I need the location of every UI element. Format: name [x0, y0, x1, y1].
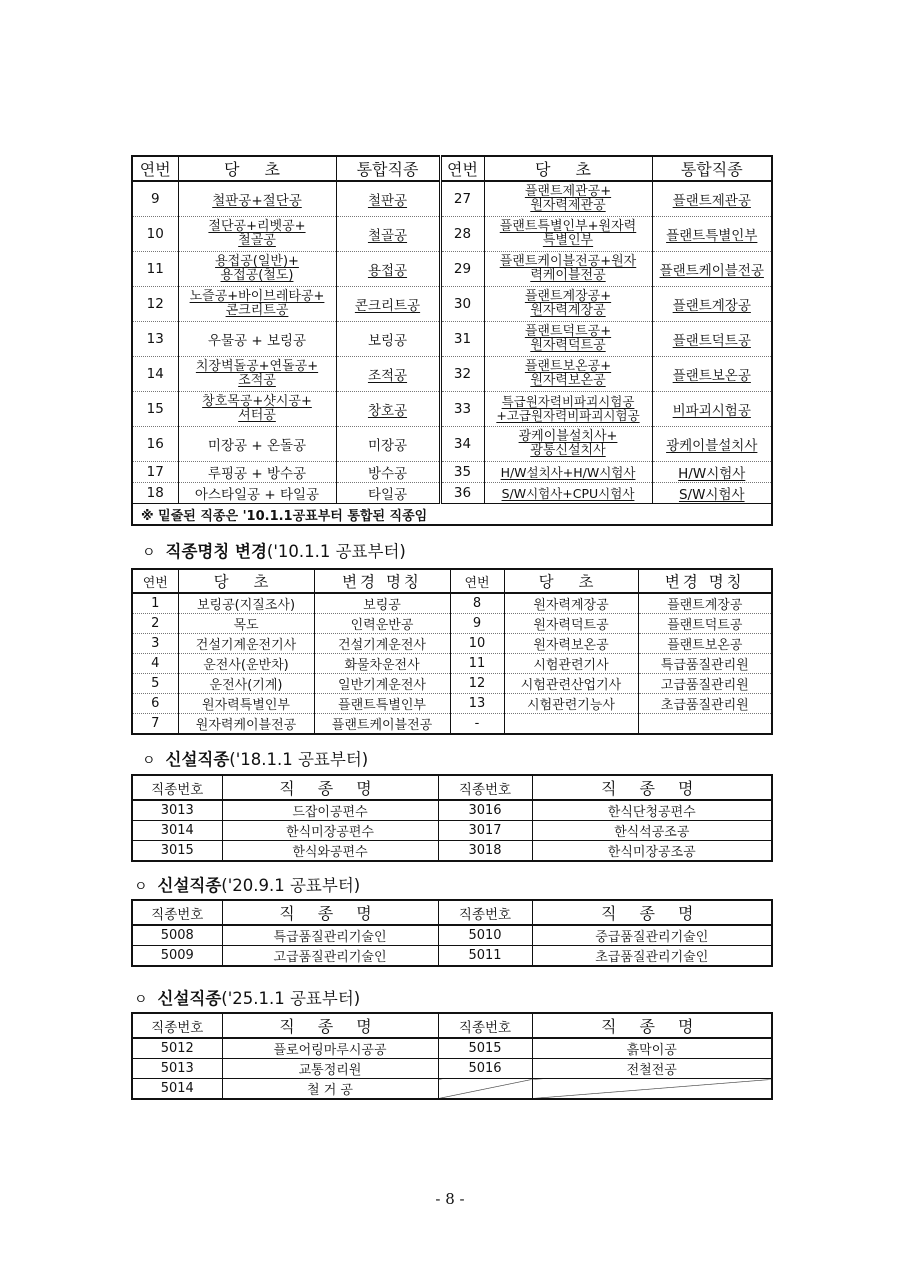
- table-row: [132, 714, 772, 735]
- row-number: 32: [440, 357, 484, 392]
- row-number: 28: [440, 217, 484, 252]
- changed-name: 플랜트덕트공: [638, 614, 772, 634]
- col-header-changed: 변경 명칭: [314, 569, 450, 593]
- row-number: 4: [132, 654, 178, 674]
- table-header-row: [132, 156, 772, 181]
- original-name: 운전사(기계): [178, 674, 314, 694]
- row-number: 10: [450, 634, 504, 654]
- col-header-integrated: 통합직종: [652, 156, 772, 181]
- job-code: 5015: [438, 1038, 532, 1059]
- col-header-original: 당 초: [484, 156, 652, 181]
- changed-name: 플랜트케이블전공: [314, 714, 450, 735]
- table-row: [132, 1079, 772, 1100]
- original-job: 플랜트덕트공+ 원자력덕트공: [484, 322, 652, 357]
- job-code: 5010: [438, 925, 532, 946]
- row-number: 33: [440, 392, 484, 427]
- new-jobs-table-2018: [131, 774, 773, 862]
- row-number: 3: [132, 634, 178, 654]
- col-header-job-name: 직 종 명: [532, 900, 772, 925]
- integrated-job: 방수공: [336, 462, 440, 483]
- section-date: ('10.1.1 공표부터): [266, 542, 406, 561]
- job-name: 플로어링마루시공공: [222, 1038, 438, 1059]
- col-header-code: 직종번호: [438, 775, 532, 800]
- original-name: 원자력케이블전공: [178, 714, 314, 735]
- integrated-job: 콘크리트공: [336, 287, 440, 322]
- circle-bullet-icon: ㅇ: [142, 545, 156, 561]
- table-row: [132, 634, 772, 654]
- job-code: 5016: [438, 1059, 532, 1079]
- section-title: 신설직종: [157, 989, 222, 1008]
- row-number: 13: [450, 694, 504, 714]
- row-number: 17: [132, 462, 178, 483]
- original-name: 목도: [178, 614, 314, 634]
- original-job: 플랜트제관공+ 원자력제관공: [484, 181, 652, 217]
- section-title: 직종명칭 변경: [165, 542, 267, 561]
- col-header-job-name: 직 종 명: [532, 1013, 772, 1038]
- job-name: 드잡이공편수: [222, 800, 438, 821]
- circle-bullet-icon: ㅇ: [134, 879, 148, 895]
- col-header-job-name: 직 종 명: [532, 775, 772, 800]
- original-job: 절단공+리벳공+ 철골공: [178, 217, 336, 252]
- row-number: 11: [132, 252, 178, 287]
- col-header-job-name: 직 종 명: [222, 1013, 438, 1038]
- row-number: 36: [440, 483, 484, 504]
- job-code: 5013: [132, 1059, 222, 1079]
- empty-diagonal-cell: [438, 1079, 532, 1100]
- new-jobs-table-2025: [131, 1012, 773, 1100]
- circle-bullet-icon: ㅇ: [142, 753, 156, 769]
- table-row: [132, 181, 772, 217]
- changed-name: 플랜트보온공: [638, 634, 772, 654]
- integrated-job: 비파괴시험공: [652, 392, 772, 427]
- row-number: 14: [132, 357, 178, 392]
- section-heading-new-jobs-2018: [142, 746, 368, 770]
- integrated-job: 플랜트제관공: [652, 181, 772, 217]
- col-header-code: 직종번호: [438, 900, 532, 925]
- changed-name: 플랜트계장공: [638, 593, 772, 614]
- changed-name: 플랜트특별인부: [314, 694, 450, 714]
- job-name: 한식단청공편수: [532, 800, 772, 821]
- col-header-no: 연번: [132, 156, 178, 181]
- row-number: 16: [132, 427, 178, 462]
- table-row: [132, 252, 772, 287]
- original-job: 노즐공+바이브레타공+ 콘크리트공: [178, 287, 336, 322]
- integrated-job: 철골공: [336, 217, 440, 252]
- table-row: [132, 841, 772, 862]
- job-name: 중급품질관리기술인: [532, 925, 772, 946]
- table-row: [132, 694, 772, 714]
- original-job: 특급원자력비파괴시험공 +고급원자력비파괴시험공: [484, 392, 652, 427]
- table-note: ※ 밑줄된 직종은 '10.1.1공표부터 통합된 직종임: [132, 504, 772, 526]
- job-name: 고급품질관리기술인: [222, 946, 438, 967]
- original-name: 원자력특별인부: [178, 694, 314, 714]
- original-job: 플랜트케이블전공+원자 력케이블전공: [484, 252, 652, 287]
- table-row: [132, 821, 772, 841]
- table-row: [132, 614, 772, 634]
- integrated-job: 철판공: [336, 181, 440, 217]
- original-job: 광케이블설치사+ 광통신설치사: [484, 427, 652, 462]
- original-job: 아스타일공 + 타일공: [178, 483, 336, 504]
- table-header-row: [132, 900, 772, 925]
- job-name: 한식석공조공: [532, 821, 772, 841]
- col-header-integrated: 통합직종: [336, 156, 440, 181]
- original-job: S/W시험사+CPU시험사: [484, 483, 652, 504]
- new-jobs-table-2020: [131, 899, 773, 967]
- row-number: -: [450, 714, 504, 735]
- row-number: 1: [132, 593, 178, 614]
- job-code: 3013: [132, 800, 222, 821]
- row-number: 10: [132, 217, 178, 252]
- integrated-job: 플랜트덕트공: [652, 322, 772, 357]
- original-name: 시험관련산업기사: [504, 674, 638, 694]
- row-number: 29: [440, 252, 484, 287]
- row-number: 2: [132, 614, 178, 634]
- table-row: [132, 357, 772, 392]
- integrated-job: 용접공: [336, 252, 440, 287]
- table-row: [132, 392, 772, 427]
- integrated-job: 광케이블설치사: [652, 427, 772, 462]
- empty-diagonal-cell: [532, 1079, 772, 1100]
- changed-name: [638, 714, 772, 735]
- section-heading-new-jobs-2025: [134, 985, 360, 1009]
- job-name: 한식미장공편수: [222, 821, 438, 841]
- col-header-changed: 변경 명칭: [638, 569, 772, 593]
- table-row: [132, 462, 772, 483]
- integrated-job: 플랜트특별인부: [652, 217, 772, 252]
- integrated-job: 플랜트보온공: [652, 357, 772, 392]
- changed-name: 특급품질관리원: [638, 654, 772, 674]
- original-name: 시험관련기사: [504, 654, 638, 674]
- job-code: 3017: [438, 821, 532, 841]
- original-name: 시험관련기능사: [504, 694, 638, 714]
- job-code: 3018: [438, 841, 532, 862]
- integrated-job: 플랜트계장공: [652, 287, 772, 322]
- original-name: 원자력계장공: [504, 593, 638, 614]
- changed-name: 고급품질관리원: [638, 674, 772, 694]
- job-name: 흙막이공: [532, 1038, 772, 1059]
- row-number: 7: [151, 716, 160, 731]
- original-name: 원자력덕트공: [504, 614, 638, 634]
- job-name: 한식미장공조공: [532, 841, 772, 862]
- job-code: 5014: [160, 1081, 194, 1096]
- col-header-code: 직종번호: [132, 775, 222, 800]
- col-header-code: 직종번호: [132, 900, 222, 925]
- original-job: 철판공+절단공: [178, 181, 336, 217]
- original-name: 보링공(지질조사): [178, 593, 314, 614]
- job-name: 교통정리원: [222, 1059, 438, 1079]
- original-job: 루핑공 + 방수공: [178, 462, 336, 483]
- original-job: 치장벽돌공+연돌공+ 조적공: [178, 357, 336, 392]
- table-row: [132, 427, 772, 462]
- circle-bullet-icon: ㅇ: [134, 992, 148, 1008]
- original-name: 운전사(운반차): [178, 654, 314, 674]
- original-job: 용접공(일반)+ 용접공(철도): [178, 252, 336, 287]
- job-code: 3014: [132, 821, 222, 841]
- original-name: 건설기계운전기사: [178, 634, 314, 654]
- original-job: 플랜트특별인부+원자력 특별인부: [484, 217, 652, 252]
- table-row: [132, 593, 772, 614]
- row-number: 35: [440, 462, 484, 483]
- row-number: 15: [132, 392, 178, 427]
- table-header-row: [132, 1013, 772, 1038]
- table-row: [132, 800, 772, 821]
- changed-name: 초급품질관리원: [638, 694, 772, 714]
- row-number: 30: [440, 287, 484, 322]
- section-date: ('18.1.1 공표부터): [229, 750, 369, 769]
- row-number: 13: [132, 322, 178, 357]
- integrated-job: 보링공: [336, 322, 440, 357]
- section-heading-new-jobs-2020: [134, 872, 360, 896]
- row-number: 12: [450, 674, 504, 694]
- col-header-original: 당 초: [178, 569, 314, 593]
- col-header-original: 당 초: [504, 569, 638, 593]
- integrated-job: 타일공: [336, 483, 440, 504]
- section-title: 신설직종: [157, 876, 222, 895]
- name-change-table: [131, 568, 773, 735]
- job-code: 5009: [160, 948, 194, 963]
- table-row: [132, 654, 772, 674]
- changed-name: 보링공: [314, 593, 450, 614]
- col-header-no: 연번: [440, 156, 484, 181]
- col-header-job-name: 직 종 명: [222, 775, 438, 800]
- original-job: 플랜트계장공+ 원자력계장공: [484, 287, 652, 322]
- col-header-code: 직종번호: [438, 1013, 532, 1038]
- table-row: [132, 217, 772, 252]
- changed-name: 건설기계운전사: [314, 634, 450, 654]
- original-job: 창호목공+샷시공+ 셔터공: [178, 392, 336, 427]
- integrated-job: 플랜트케이블전공: [652, 252, 772, 287]
- table-row: [132, 946, 772, 967]
- original-job: 우물공 + 보링공: [178, 322, 336, 357]
- table-row: [132, 1038, 772, 1059]
- col-header-original: 당 초: [178, 156, 336, 181]
- changed-name: 화물차운전사: [314, 654, 450, 674]
- job-code: 5008: [132, 925, 222, 946]
- original-job: 플랜트보온공+ 원자력보온공: [484, 357, 652, 392]
- job-code: 5012: [132, 1038, 222, 1059]
- row-number: 12: [132, 287, 178, 322]
- row-number: 31: [440, 322, 484, 357]
- job-name: 철 거 공: [222, 1079, 438, 1100]
- table-header-row: [132, 569, 772, 593]
- table-row: [132, 483, 772, 504]
- original-job: H/W설치사+H/W시험사: [484, 462, 652, 483]
- col-header-job-name: 직 종 명: [222, 900, 438, 925]
- section-heading-name-change: [142, 538, 406, 562]
- table-header-row: [132, 775, 772, 800]
- original-job: 미장공 + 온돌공: [178, 427, 336, 462]
- page-number: - 8 -: [435, 1190, 465, 1208]
- table-row: [132, 287, 772, 322]
- row-number: 9: [132, 181, 178, 217]
- table-row: [132, 322, 772, 357]
- row-number: 6: [132, 694, 178, 714]
- job-code: 3016: [438, 800, 532, 821]
- row-number: 5: [132, 674, 178, 694]
- job-code: 3015: [160, 843, 194, 858]
- row-number: 18: [132, 483, 178, 504]
- original-name: 원자력보온공: [504, 634, 638, 654]
- col-header-no: 연번: [132, 569, 178, 593]
- table-row: [132, 925, 772, 946]
- section-title: 신설직종: [165, 750, 230, 769]
- section-date: ('20.9.1 공표부터): [221, 876, 361, 895]
- job-name: 한식와공편수: [222, 841, 438, 862]
- row-number: 9: [450, 614, 504, 634]
- changed-name: 인력운반공: [314, 614, 450, 634]
- table-row: [132, 1059, 772, 1079]
- integrated-job-table: [131, 155, 773, 526]
- integrated-job: 조적공: [336, 357, 440, 392]
- col-header-no: 연번: [450, 569, 504, 593]
- job-code: 5011: [438, 946, 532, 967]
- original-name: [504, 714, 638, 735]
- job-name: 특급품질관리기술인: [222, 925, 438, 946]
- table-note-row: [132, 504, 772, 526]
- row-number: 34: [440, 427, 484, 462]
- job-name: 초급품질관리기술인: [532, 946, 772, 967]
- integrated-job: 창호공: [336, 392, 440, 427]
- section-date: ('25.1.1 공표부터): [221, 989, 361, 1008]
- row-number: 11: [450, 654, 504, 674]
- integrated-job: H/W시험사: [652, 462, 772, 483]
- job-name: 전철전공: [532, 1059, 772, 1079]
- integrated-job: 미장공: [336, 427, 440, 462]
- table-row: [132, 674, 772, 694]
- col-header-code: 직종번호: [132, 1013, 222, 1038]
- row-number: 27: [440, 181, 484, 217]
- integrated-job: S/W시험사: [652, 483, 772, 504]
- row-number: 8: [450, 593, 504, 614]
- changed-name: 일반기계운전사: [314, 674, 450, 694]
